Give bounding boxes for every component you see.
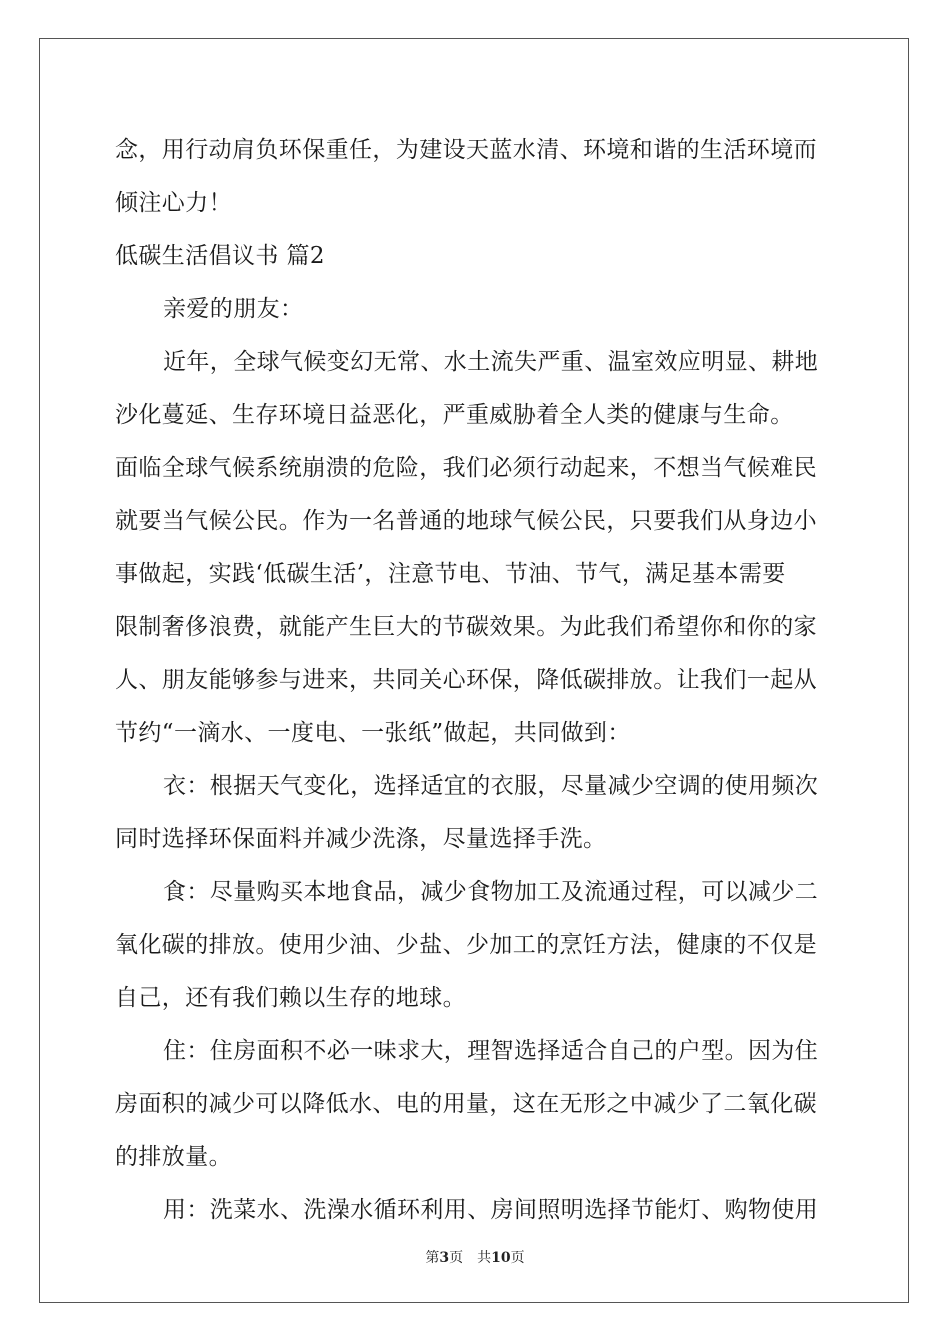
body-line: 食：尽量购买本地食品，减少食物加工及流通过程，可以减少二 xyxy=(163,879,819,905)
total-prefix: 共 xyxy=(477,1250,492,1266)
body-line: 房面积的减少可以降低水、电的用量，这在无形之中减少了二氧化碳 xyxy=(115,1091,817,1117)
salutation: 亲爱的朋友： xyxy=(163,296,304,322)
body-line: 念，用行动肩负环保重任，为建设天蓝水清、环境和谐的生活环境而 xyxy=(115,137,817,163)
page-number: 3 xyxy=(439,1250,450,1266)
body-line: 衣：根据天气变化，选择适宜的衣服，尽量减少空调的使用频次 xyxy=(163,773,819,799)
body-line: 自己，还有我们赖以生存的地球。 xyxy=(115,985,466,1011)
body-line: 住：住房面积不必一味求大，理智选择适合自己的户型。因为住 xyxy=(163,1038,819,1064)
body-line: 事做起，实践‘低碳生活’，注意节电、节油、节气，满足基本需要 xyxy=(115,561,786,587)
page-suffix: 页 xyxy=(449,1250,464,1266)
total-suffix: 页 xyxy=(510,1250,525,1266)
page-footer xyxy=(0,1248,950,1268)
body-line: 近年，全球气候变幻无常、水土流失严重、温室效应明显、耕地 xyxy=(163,349,819,375)
document-body xyxy=(115,124,835,1237)
total-pages: 10 xyxy=(491,1250,511,1266)
body-line: 就要当气候公民。作为一名普通的地球气候公民，只要我们从身边小 xyxy=(115,508,817,534)
body-line: 同时选择环保面料并减少洗涤，尽量选择手洗。 xyxy=(115,826,607,852)
body-line: 用：洗菜水、洗澡水循环利用、房间照明选择节能灯、购物使用 xyxy=(163,1197,819,1223)
section-heading: 低碳生活倡议书 篇2 xyxy=(115,243,325,269)
body-line: 沙化蔓延、生存环境日益恶化，严重威胁着全人类的健康与生命。 xyxy=(115,402,794,428)
body-line: 氧化碳的排放。使用少油、少盐、少加工的烹饪方法，健康的不仅是 xyxy=(115,932,817,958)
body-line: 面临全球气候系统崩溃的危险，我们必须行动起来，不想当气候难民 xyxy=(115,455,817,481)
body-line: 人、朋友能够参与进来，共同关心环保，降低碳排放。让我们一起从 xyxy=(115,667,817,693)
body-line: 限制奢侈浪费，就能产生巨大的节碳效果。为此我们希望你和你的家 xyxy=(115,614,817,640)
page-prefix: 第 xyxy=(425,1250,440,1266)
body-line: 节约“一滴水、一度电、一张纸”做起，共同做到： xyxy=(115,720,631,746)
body-line: 的排放量。 xyxy=(115,1144,232,1170)
body-line: 倾注心力！ xyxy=(115,190,232,216)
